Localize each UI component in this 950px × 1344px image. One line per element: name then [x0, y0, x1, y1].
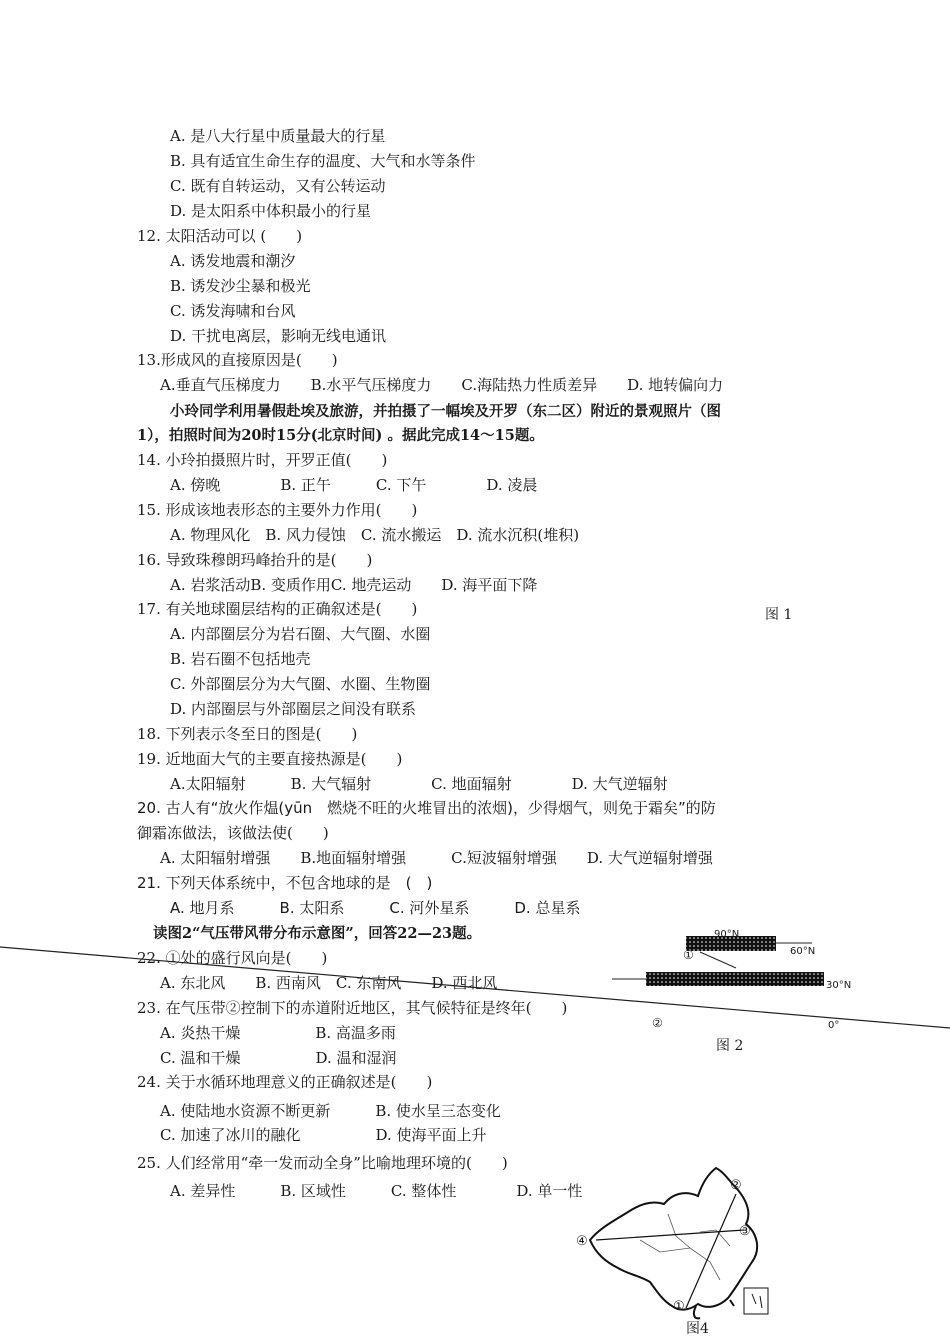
q13-options: A.垂直气压梯度力 B.水平气压梯度力 C.海陆热力性质差异 D. 地转偏向力	[160, 376, 724, 394]
q17-option-b: B. 岩石圈不包括地壳	[170, 650, 311, 668]
q19-stem: 19. 近地面大气的主要直接热源是( )	[137, 750, 403, 768]
figure-4-marker-3: ③	[739, 1224, 751, 1239]
province-boundary	[640, 1240, 720, 1280]
passage-14-15-line1: 小玲同学利用暑假赴埃及旅游，并拍摄了一幅埃及开罗（东二区）附近的景观照片（图	[170, 403, 721, 420]
q20-stem-line2: 御霜冻做法，该做法使( )	[137, 824, 329, 842]
q17-option-c: C. 外部圈层分为大气圈、水圈、生物圈	[170, 675, 431, 693]
q12-stem: 12. 太阳活动可以 ( )	[137, 227, 303, 245]
q12-option-b: B. 诱发沙尘暴和极光	[170, 277, 311, 295]
figure-2-marker-1: ①	[683, 948, 694, 962]
q23-options-cd: C. 温和干燥 D. 温和湿润	[160, 1049, 397, 1067]
q17-option-d: D. 内部圈层与外部圈层之间没有联系	[170, 700, 417, 718]
q25-stem: 25. 人们经常用“牵一发而动全身”比喻地理环境的( )	[137, 1154, 508, 1172]
figure-4-marker-4: ④	[576, 1234, 588, 1249]
figure-4-marker-2: ②	[730, 1178, 742, 1193]
q17-stem: 17. 有关地球圈层结构的正确叙述是( )	[137, 600, 418, 618]
figure-4-marker-1: ①	[673, 1299, 685, 1314]
q24-options-ab: A. 使陆地水资源不断更新 B. 使水呈三态变化	[160, 1102, 501, 1120]
q23-stem: 23. 在气压带②控制下的赤道附近地区，其气候特征是终年( )	[137, 999, 568, 1017]
q15-options: A. 物理风化 B. 风力侵蚀 C. 流水搬运 D. 流水沉积(堆积)	[170, 526, 580, 544]
q21-options: A. 地月系 B. 太阳系 C. 河外星系 D. 总星系	[170, 899, 581, 917]
figure-4-caption: 图4	[686, 1321, 709, 1337]
hainan-outline	[694, 1306, 700, 1318]
q12-option-a: A. 诱发地震和潮汐	[170, 252, 296, 270]
lat-60-label: 60°N	[790, 946, 816, 957]
q17-option-a: A. 内部圈层分为岩石圈、大气圈、水圈	[170, 625, 431, 643]
figure-2-caption: 图 2	[716, 1038, 744, 1054]
q13-stem: 13.形成风的直接原因是( )	[137, 351, 338, 369]
passage-22-23: 读图2“气压带风带分布示意图”，回答22—23题。	[153, 925, 482, 942]
q16-stem: 16. 导致珠穆朗玛峰抬升的是( )	[137, 551, 373, 569]
q14-stem: 14. 小玲拍摄照片时，开罗正值( )	[137, 451, 388, 469]
province-boundary	[668, 1214, 690, 1248]
inset-islands	[752, 1294, 762, 1308]
q22-options: A. 东北风 B. 西南风 C. 东南风 D. 西北风	[160, 974, 498, 992]
q21-stem: 21. 下列天体系统中，不包含地球的是 ( )	[137, 874, 433, 892]
q19-options: A.太阳辐射 B. 大气辐射 C. 地面辐射 D. 大气逆辐射	[170, 775, 668, 793]
q11-option-d: D. 是太阳系中体积最小的行星	[170, 202, 372, 220]
q24-stem: 24. 关于水循环地理意义的正确叙述是( )	[137, 1073, 433, 1091]
q11-option-b: B. 具有适宜生命生存的温度、大气和水等条件	[170, 152, 476, 170]
q16-options: A. 岩浆活动B. 变质作用C. 地壳运动 D. 海平面下降	[170, 576, 538, 594]
q14-options: A. 傍晚 B. 正午 C. 下午 D. 凌晨	[170, 476, 538, 494]
figure-2-marker-2: ②	[652, 1016, 663, 1030]
q11-option-c: C. 既有自转运动，又有公转运动	[170, 177, 386, 195]
q25-options: A. 差异性 B. 区域性 C. 整体性 D. 单一性	[170, 1182, 583, 1200]
q12-option-d: D. 干扰电离层，影响无线电通讯	[170, 327, 387, 345]
wind-arrow	[700, 952, 736, 968]
lat-30-label: 30°N	[826, 980, 852, 991]
figure-4-province-lines	[640, 1214, 730, 1280]
figure-4-line-4-3	[596, 1230, 744, 1240]
south-china-sea-inset	[744, 1288, 768, 1314]
q12-option-c: C. 诱发海啸和台风	[170, 302, 296, 320]
figure-1-caption: 图 1	[765, 607, 793, 623]
q23-options-ab: A. 炎热干燥 B. 高温多雨	[160, 1024, 396, 1042]
q18-stem: 18. 下列表示冬至日的图是( )	[137, 725, 358, 743]
q22-stem: 22. ①处的盛行风向是( )	[137, 949, 328, 967]
q11-option-a: A. 是八大行星中质量最大的行星	[170, 127, 386, 145]
figure-4-line-1-2	[686, 1194, 736, 1308]
q20-options: A. 太阳辐射增强 B.地面辐射增强 C.短波辐射增强 D. 大气逆辐射增强	[160, 849, 713, 867]
q24-options-cd: C. 加速了冰川的融化 D. 使海平面上升	[160, 1126, 487, 1144]
lat-0-label: 0°	[828, 1020, 840, 1031]
lat-90-label: 90°N	[714, 929, 740, 940]
passage-14-15-line2: 1），拍照时间为20时15分(北京时间) 。据此完成14～15题。	[137, 427, 544, 444]
q15-stem: 15. 形成该地表形态的主要外力作用( )	[137, 501, 418, 519]
subtropical-high-belt	[646, 972, 824, 986]
taiwan-outline	[730, 1300, 734, 1306]
q20-stem-line1: 20. 古人有“放火作煴(yūn 燃烧不旺的火堆冒出的浓烟)，少得烟气，则免于霜矣”的防	[137, 799, 716, 817]
diagonal-line	[0, 947, 950, 1028]
